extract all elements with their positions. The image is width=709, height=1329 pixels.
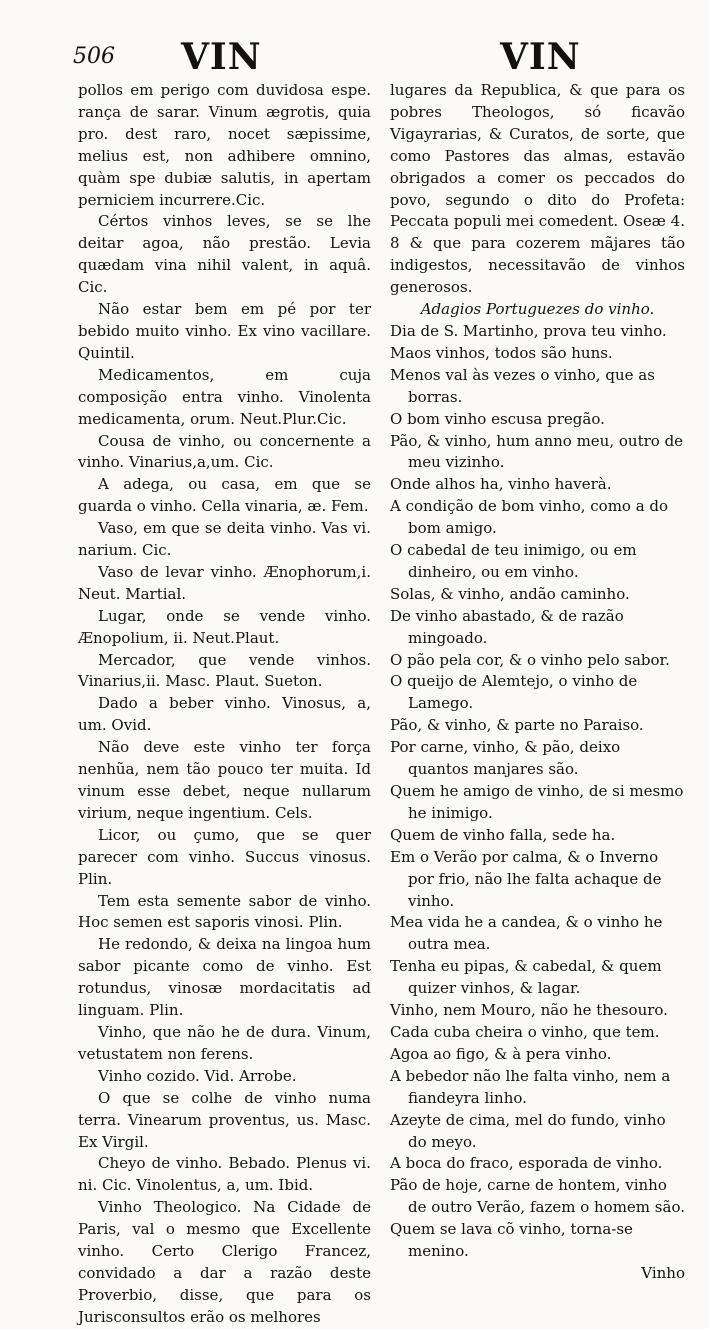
- adagio-item: O queijo de Alemtejo, o vinho de Lamego.: [390, 672, 638, 713]
- adagio-item: Pão, & vinho, hum anno meu, outro de meu vizinho.: [390, 431, 684, 472]
- entry-paragraph: Cértos vinhos leves, se se lhe deitar agoa, não prestão. Levia quædam vina nihil valent, in aquâ. Cic.: [78, 212, 371, 297]
- entry-paragraph: Medicamentos, em cuja composição entra vinho. Vinolenta medicamenta, orum. Neut.Plur.Cic.: [78, 365, 371, 428]
- adagio-item: Vinho, nem Mouro, não he thesouro.: [390, 1001, 668, 1020]
- adagio-item: O pão pela cor, & o vinho pelo sabor.: [390, 650, 670, 669]
- entry-paragraph: Dado a beber vinho. Vinosus, a, um. Ovid.: [78, 694, 371, 735]
- adagio-item: O cabedal de teu inimigo, ou em dinheiro, ou em vinho.: [390, 541, 637, 581]
- entry-paragraph: Não deve este vinho ter força nenhũa, nem tão pouco ter muita. Id vinum esse debet, neque nullarum virium, neque ingentium. Cels.: [78, 738, 371, 822]
- entry-paragraph: Não estar bem em pé por ter bebido muito vinho. Ex vino vacillare. Quintil.: [78, 300, 371, 362]
- entry-paragraph: Vaso, em que se deita vinho. Vas vi. narium. Cic.: [78, 519, 371, 560]
- running-head-left: VIN: [181, 36, 262, 78]
- adagio-item: Tenha eu pipas, & cabedal, & quem quizer vinhos, & lagar.: [390, 957, 662, 998]
- adagio-item: A condição de bom vinho, como a do bom amigo.: [390, 497, 669, 538]
- adagio-item: Onde alhos ha, vinho haverà.: [390, 475, 612, 494]
- entry-paragraph: Vaso de levar vinho. Ænophorum,i. Neut. Martial.: [78, 562, 371, 603]
- adagio-item: Por carne, vinho, & pão, deixo quantos manjares são.: [390, 738, 621, 779]
- entry-paragraph: Cheyo de vinho. Bebado. Plenus vi. ni. Cic. Vinolentus, a, um. Ibid.: [78, 1154, 371, 1195]
- catchword: Vinho: [641, 1263, 685, 1282]
- adagio-item: Pão, & vinho, & parte no Paraiso.: [390, 716, 644, 735]
- entry-paragraph: pollos em perigo com duvidosa espe. rança de sarar. Vinum ægrotis, quia pro. dest raro, nocet sæpissime, melius est, non adhibere omnino, quàm spe dubiæ salutis, in apertam perniciem incurrere.Cic.: [78, 81, 371, 209]
- adagio-item: Dia de S. Martinho, prova teu vinho.: [390, 321, 667, 340]
- adagio-item: Solas, & vinho, andão caminho.: [390, 584, 630, 603]
- adagio-item: Quem de vinho falla, sede ha.: [390, 825, 616, 844]
- entry-continuation: lugares da Republica, & que para os pobres Theologos, só ficavão Vigayrarias, & Curatos, de sorte, que como Pastores das almas, estavão obrigados a comer os peccados do povo, segundo o dito do Profeta: Peccata populi mei comedent. Oseæ 4. 8 & que para cozerem mãjares tão indigestos, necessitavão de vinhos generosos.: [390, 81, 685, 297]
- adagio-item: Maos vinhos, todos são huns.: [390, 343, 613, 362]
- entry-paragraph: Mercador, que vende vinhos. Vinarius,ii. Masc. Plaut. Sueton.: [78, 650, 371, 691]
- running-head-right: VIN: [500, 36, 581, 78]
- adagio-item: Pão de hoje, carne de hontem, vinho de outro Verão, fazem o homem são.: [390, 1176, 685, 1217]
- entry-paragraph: He redondo, & deixa na lingoa hum sabor picante como de vinho. Est rotundus, vinosæ mordacitatis ad linguam. Plin.: [78, 935, 371, 1020]
- entry-paragraph: Lugar, onde se vende vinho. Ænopolium, ii. Neut.Plaut.: [78, 606, 371, 647]
- adagio-item: Mea vida he a candea, & o vinho he outra mea.: [390, 913, 663, 954]
- adagio-item: A boca do fraco, esporada de vinho.: [390, 1154, 663, 1173]
- entry-paragraph: Licor, ou çumo, que se quer parecer com vinho. Succus vinosus. Plin.: [78, 825, 371, 888]
- adagio-item: De vinho abastado, & de razão mingoado.: [390, 606, 624, 647]
- adagio-item: A bebedor não lhe falta vinho, nem a fiandeyra linho.: [390, 1066, 671, 1107]
- page-number: 506: [73, 44, 115, 69]
- entry-paragraph: Cousa de vinho, ou concernente a vinho. Vinarius,a,um. Cic.: [78, 431, 371, 472]
- adagio-item: Cada cuba cheira o vinho, que tem.: [390, 1022, 660, 1041]
- adagio-item: Quem he amigo de vinho, de si mesmo he inimigo.: [390, 782, 684, 822]
- adagio-item: Agoa ao figo, & à pera vinho.: [390, 1044, 612, 1063]
- adagio-item: Menos val às vezes o vinho, que as borras.: [390, 365, 655, 406]
- adagios-heading: Adagios Portuguezes do vinho.: [420, 300, 655, 319]
- entry-paragraph: Vinho, que não he de dura. Vinum, vetustatem non ferens.: [78, 1022, 371, 1063]
- entry-paragraph: Vinho cozido. Vid. Arrobe.: [98, 1066, 297, 1085]
- entry-paragraph: Vinho Theologico. Na Cidade de Paris, val o mesmo que Excellente vinho. Certo Clerigo Francez, convidado a dar a razão deste Proverbio, disse, que para os Jurisconsultos erão os melhores: [78, 1198, 371, 1326]
- adagio-item: Em o Verão por calma, & o Inverno por frio, não lhe falta achaque de vinho.: [390, 847, 662, 910]
- entry-paragraph: Tem esta semente sabor de vinho. Hoc semen est saporis vinosi. Plin.: [78, 891, 371, 932]
- left-column: [78, 80, 371, 1329]
- right-column: [390, 80, 685, 1285]
- page-header: [0, 36, 709, 76]
- adagio-item: O bom vinho escusa pregão.: [390, 409, 605, 428]
- adagio-item: Azeyte de cima, mel do fundo, vinho do meyo.: [390, 1110, 666, 1151]
- adagio-item: Quem se lava cõ vinho, torna-se menino.: [390, 1220, 633, 1261]
- entry-paragraph: O que se colhe de vinho numa terra. Vinearum proventus, us. Masc. Ex Virgil.: [78, 1088, 371, 1151]
- entry-paragraph: A adega, ou casa, em que se guarda o vinho. Cella vinaria, æ. Fem.: [78, 475, 371, 516]
